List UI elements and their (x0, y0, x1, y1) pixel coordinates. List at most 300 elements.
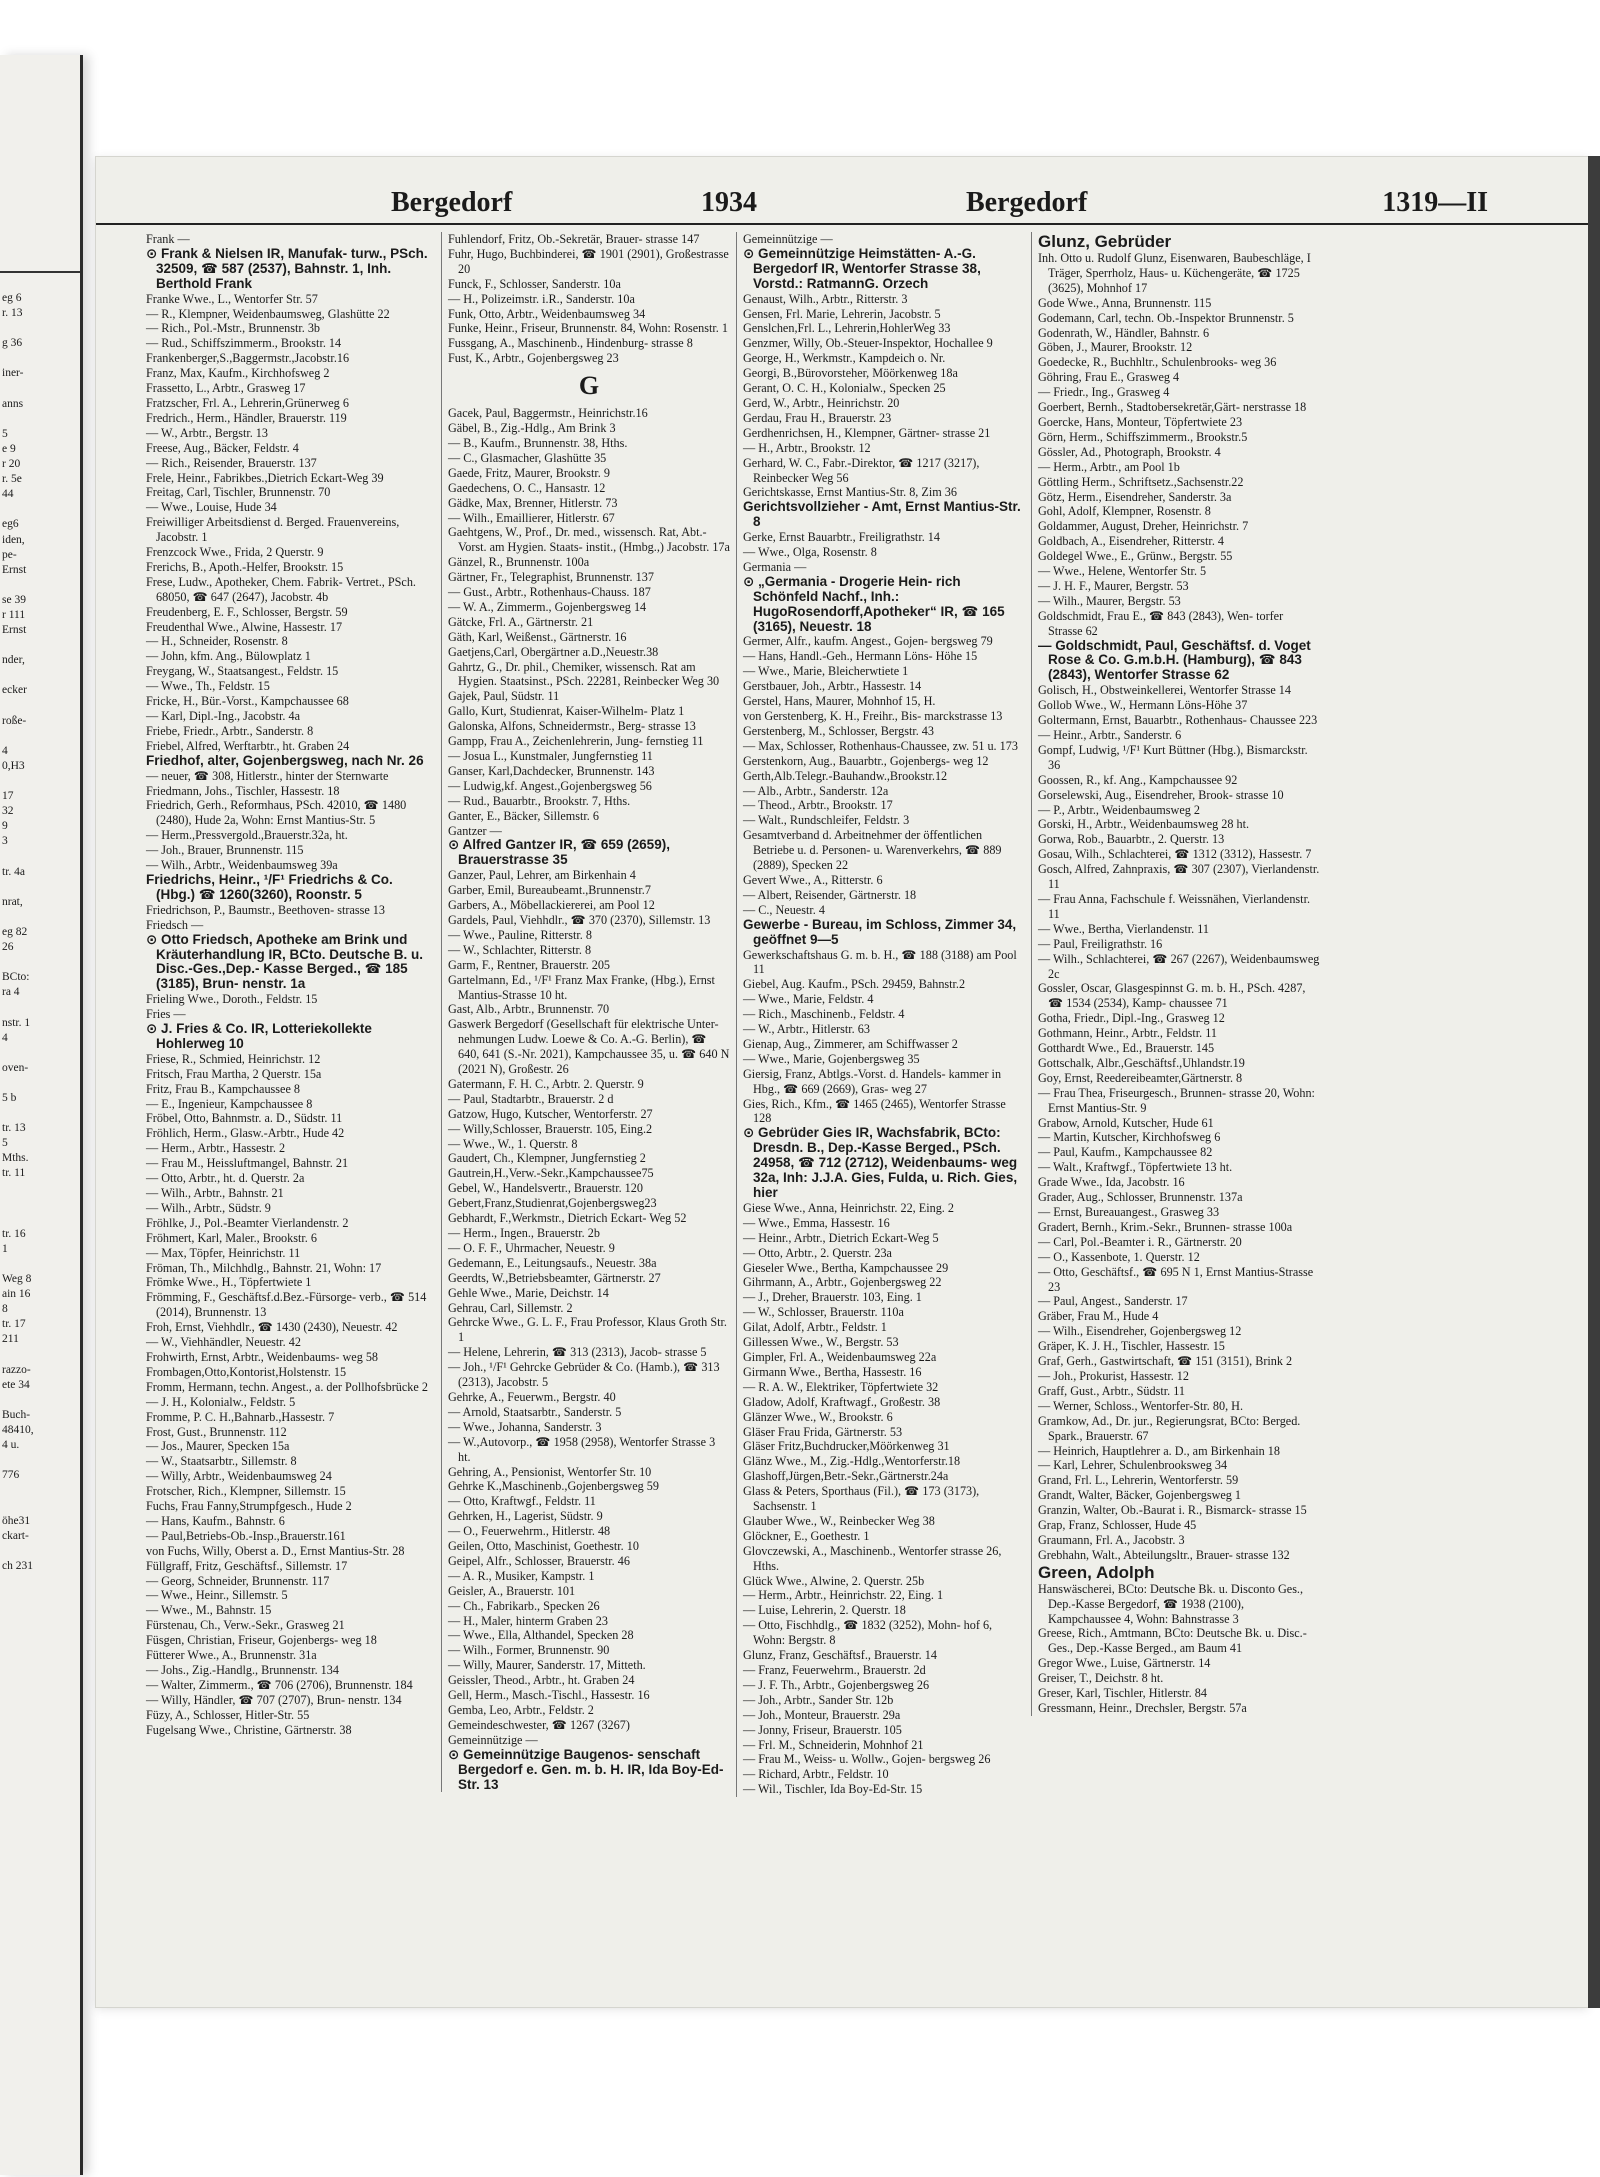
directory-entry: Gehrke, A., Feuerwm., Bergstr. 40 (448, 1389, 616, 1404)
previous-page-fragment: tr. 16 (2, 1227, 26, 1240)
directory-entry: Frömming, F., Geschäftsf.d.Bez.-Fürsorge- verb., ☎ 514 (2014), Brunnenstr. 13 (146, 1290, 427, 1320)
directory-entry: Franke Wwe., L., Wentorfer Str. 57 (146, 291, 318, 306)
directory-entry: Glovczewski, A., Maschinenb., Wentorfer strasse 26, Hths. (743, 1543, 1002, 1573)
directory-entry: — O., Kassenbote, 1. Querstr. 12 (1038, 1249, 1200, 1264)
directory-entry: — Joh., Prokurist, Hassestr. 12 (1038, 1368, 1189, 1383)
previous-page-fragment (2, 880, 80, 895)
directory-entry: Gebert,Franz,Studienrat,Gojenbergsweg23 (448, 1196, 657, 1211)
directory-entry: — Max, Schlosser, Rothenhaus-Chaussee, zw. 51 u. 173 (743, 738, 1018, 753)
directory-entry: — Otto, Arbtr., 2. Querstr. 23a (743, 1245, 892, 1260)
directory-entry: — Wwe., Marie, Feldstr. 4 (743, 992, 874, 1007)
previous-page-fragment: r. 13 (2, 307, 23, 320)
directory-entry: Gäth, Karl, Weißenst., Gärtnerstr. 16 (448, 629, 627, 644)
page-header (96, 183, 1588, 225)
directory-entry: Gerstenberg, M., Schlosser, Bergstr. 43 (743, 723, 934, 738)
directory-entry: Glashoff,Jürgen,Betr.-Sekr.,Gärtnerstr.24a (743, 1469, 949, 1484)
previous-page-fragment: eg 82 (2, 925, 28, 938)
directory-entry: Gerstenkorn, Aug., Bauarbtr., Gojenbergs- weg 12 (743, 753, 989, 768)
directory-entry: Frieling Wwe., Doroth., Feldstr. 15 (146, 992, 318, 1007)
previous-page-fragment (2, 1257, 80, 1272)
directory-entry: — Wwe., Helene, Wentorfer Str. 5 (1038, 564, 1207, 579)
directory-entry: — Joh., Monteur, Brauerstr. 29a (743, 1707, 901, 1722)
directory-entry: — E., Ingenieur, Kampchaussee 8 (146, 1096, 313, 1111)
previous-page-fragment: 48410, (2, 1424, 34, 1437)
directory-entry: Frost, Gust., Brunnenstr. 112 (146, 1424, 287, 1439)
directory-entry: Fuchs, Frau Fanny,Strumpfgesch., Hude 2 (146, 1499, 352, 1514)
directory-entry: — Paul, Freiligrathstr. 16 (1038, 936, 1163, 951)
directory-entry: Goldbach, A., Eisendreher, Ritterstr. 4 (1038, 534, 1225, 549)
directory-entry: Gell, Herm., Masch.-Tischl., Hassestr. 16 (448, 1688, 650, 1703)
directory-entry: ⊙ Otto Friedsch, Apotheke am Brink und Kräuterhandlung IR, BCto. Deutsche B. u. Disc.-Ges.,Dep.- Kasse Berged., ☎ 185 (3185), Brun- nenstr. 1a (146, 931, 424, 992)
directory-entry: Geisler, A., Brauerstr. 101 (448, 1583, 576, 1598)
directory-entry: Gätcke, Frl. A., Gärtnerstr. 21 (448, 614, 594, 629)
directory-entry: Gevert Wwe., A., Ritterstr. 6 (743, 872, 883, 887)
directory-entry: — Willy,Schlosser, Brauerstr. 105, Eing.2 (448, 1121, 653, 1136)
directory-entry: Fröbel, Otto, Bahnmstr. a. D., Südstr. 11 (146, 1111, 343, 1126)
directory-entry: Gerstel, Hans, Maurer, Mohnhof 15, H. (743, 694, 936, 709)
directory-entry: Gäbel, B., Zig.-Hdlg., Am Brink 3 (448, 421, 616, 436)
directory-entry: — Johs., Zig.-Handlg., Brunnenstr. 134 (146, 1663, 339, 1677)
directory-entry: — Goldschmidt, Paul, Geschäftsf. d. Voget Rose & Co. G.m.b.H. (Hamburg), ☎ 843 (2843), Wentorfer Strasse 62 (1038, 637, 1311, 683)
directory-entry: Freese, Aug., Bäcker, Feldstr. 4 (146, 440, 299, 455)
directory-entry: Gerke, Ernst Bauarbtr., Freiligrathstr. 14 (743, 530, 940, 545)
directory-entry: Fussgang, A., Maschinenb., Hindenburg- strasse 8 (448, 336, 693, 351)
directory-entry: Gänzel, R., Brunnenstr. 100a (448, 555, 590, 570)
previous-page-fragment (2, 1499, 80, 1514)
directory-entry: — Rud., Bauarbtr., Brookstr. 7, Hths. (448, 793, 631, 808)
directory-entry: — Heinr., Arbtr., Dietrich Eckart-Weg 5 (743, 1230, 939, 1245)
previous-page-fragment (2, 638, 80, 653)
previous-page-fragment: ch 231 (2, 1559, 33, 1572)
directory-entry: Fröhlke, J., Pol.-Beamter Vierlandenstr. 2 (146, 1215, 349, 1230)
directory-entry: — Frau M., Heissluftmangel, Bahnstr. 21 (146, 1156, 349, 1171)
directory-entry: Gosau, Wilh., Schlachterei, ☎ 1312 (3312), Hassestr. 7 (1038, 847, 1312, 862)
directory-entry: Gohl, Adolf, Klempner, Rosenstr. 8 (1038, 504, 1211, 519)
directory-entry: Fröhlich, Herm., Glasw.-Arbtr., Hude 42 (146, 1126, 345, 1141)
previous-page-fragment: tr. 11 (2, 1167, 26, 1180)
previous-page-fragment (2, 351, 80, 366)
previous-page-fragment: 5 b (2, 1091, 17, 1104)
directory-entry: Graff, Gust., Arbtr., Südstr. 11 (1038, 1383, 1185, 1398)
directory-entry: Gemeinnützige — (743, 232, 833, 246)
directory-entry: Glass & Peters, Sporthaus (Fil.), ☎ 173 (3173), Sachsenstr. 1 (743, 1484, 980, 1514)
previous-page-fragment: 3 (2, 835, 8, 848)
directory-entry: Gräper, K. J. H., Tischler, Hassestr. 15 (1038, 1339, 1225, 1354)
previous-page-fragment: 0,H3 (2, 759, 25, 772)
directory-entry: Gies, Rich., Kfm., ☎ 1465 (2465), Wentorfer Strasse 128 (743, 1096, 1006, 1126)
column-3 (736, 232, 1025, 1797)
previous-page-fragment: 8 (2, 1303, 8, 1316)
directory-entry: Görn, Herm., Schiffszimmerm., Brookstr.5 (1038, 429, 1248, 444)
previous-page-fragment: r 20 (2, 458, 21, 471)
directory-entry: Ganter, E., Bäcker, Sillemstr. 6 (448, 808, 599, 823)
directory-entry: Goltermann, Ernst, Bauarbtr., Rothenhaus- Chaussee 223 (1038, 713, 1318, 728)
directory-entry: — H., Arbtr., Brookstr. 12 (743, 440, 871, 455)
directory-entry: Füsgen, Christian, Friseur, Gojenbergs- weg 18 (146, 1633, 377, 1648)
directory-entry: Gaedechens, O. C., Hansastr. 12 (448, 480, 606, 495)
directory-entry: Greiser, T., Deichstr. 8 ht. (1038, 1671, 1164, 1686)
directory-entry: — Wwe., Pauline, Ritterstr. 8 (448, 927, 592, 942)
directory-entry: von Fuchs, Willy, Oberst a. D., Ernst Mantius-Str. 28 (146, 1543, 405, 1558)
directory-entry: — W., Schlachter, Ritterstr. 8 (448, 942, 592, 957)
directory-entry: — Otto, Fischhdlg., ☎ 1832 (3252), Mohn- hof 6, Wohn: Bergstr. 8 (743, 1618, 993, 1648)
directory-entry: Gehrke K.,Maschinenb.,Gojenbergsweg 59 (448, 1479, 659, 1494)
previous-page-fragment: eg6 (2, 518, 19, 531)
directory-entry: — Wwe., M., Bahnstr. 15 (146, 1603, 272, 1618)
directory-entry: ⊙ J. Fries & Co. IR, Lotteriekollekte Hohlerweg 10 (146, 1021, 372, 1051)
directory-entry: Gemba, Leo, Arbtr., Feldstr. 2 (448, 1703, 594, 1717)
previous-page-fragment: razzo- (2, 1363, 31, 1376)
directory-entry: — Wwe., Emma, Hassestr. 16 (743, 1215, 890, 1230)
directory-entry: Gampp, Frau A., Zeichenlehrerin, Jung- fernstieg 11 (448, 734, 704, 749)
directory-entry: Funke, Heinr., Friseur, Brunnenstr. 84, Wohn: Rosenstr. 1 (448, 321, 728, 336)
directory-entry: ⊙ Gebrüder Gies IR, Wachsfabrik, BCto: Dresdn. B., Dep.-Kasse Berged., PSch. 24958, ☎ 712 (2712), Weidenbaums- weg 32a, Inh: J.J.A. Gies, Fulda, u. Rich. Gies, hier (743, 1125, 1018, 1200)
directory-entry: — R., Klempner, Weidenbaumsweg, Glashütte 22 (146, 306, 390, 321)
previous-page-fragment (2, 955, 80, 970)
directory-entry: Fredrich., Herm., Händler, Brauerstr. 119 (146, 410, 347, 425)
directory-entry: Fröhmert, Karl, Maler., Brookstr. 6 (146, 1230, 317, 1245)
directory-entry: ⊙ Alfred Gantzer IR, ☎ 659 (2659), Brauerstrasse 35 (448, 837, 670, 868)
directory-entry: Füllgraff, Fritz, Geschäftsf., Sillemstr. 17 (146, 1558, 348, 1573)
directory-entry: Goldschmidt, Frau E., ☎ 843 (2843), Wen- torfer Strasse 62 (1038, 608, 1284, 638)
directory-entry: Freygang, W., Staatsangest., Feldstr. 15 (146, 664, 339, 679)
directory-entry: — Wilh., Emaillierer, Hitlerstr. 67 (448, 510, 615, 525)
previous-page-fragment (2, 578, 80, 593)
directory-entry: — H., Schneider, Rosenstr. 8 (146, 634, 288, 649)
directory-entry: Goercke, Hans, Monteur, Töpfertwiete 23 (1038, 414, 1243, 429)
previous-page-fragment (2, 729, 80, 744)
previous-page-fragment: nder, (2, 654, 25, 667)
directory-entry: — Paul, Angest., Sanderstr. 17 (1038, 1294, 1188, 1309)
directory-entry: — Wwe., Ella, Althandel, Specken 28 (448, 1628, 634, 1643)
directory-entry: — Herm., Arbtr., Heinrichstr. 22, Eing. 1 (743, 1588, 944, 1603)
directory-entry: Gimpler, Frl. A., Weidenbaumsweg 22a (743, 1349, 937, 1364)
directory-entry: Gacek, Paul, Baggermstr., Heinrichstr.16 (448, 406, 648, 421)
directory-entry: Frohwirth, Ernst, Arbtr., Weidenbaums- weg 58 (146, 1349, 379, 1364)
directory-entry: Gerdau, Frau H., Brauerstr. 23 (743, 410, 892, 425)
directory-entry: Graf, Gerh., Gastwirtschaft, ☎ 151 (3151), Brink 2 (1038, 1354, 1293, 1369)
directory-entry: — Karl, Dipl.-Ing., Jacobstr. 4a (146, 709, 301, 723)
previous-page-fragment (2, 1212, 80, 1227)
directory-entry: Genzmer, Willy, Ob.-Steuer-Inspektor, Hochallee 9 (743, 336, 993, 351)
directory-entry: Gossler, Oscar, Glasgespinnst G. m. b. H., PSch. 4287, ☎ 1534 (2534), Kamp- chaussee 71 (1038, 981, 1306, 1011)
directory-entry: Gebhardt, F.,Werkmstr., Dietrich Eckart- Weg 52 (448, 1211, 687, 1226)
directory-entry: Greese, Rich., Amtmann, BCto: Deutsche Bk. u. Disc.-Ges., Dep.-Kasse Berged., am Baum 41 (1038, 1626, 1307, 1656)
previous-page-fragment: 26 (2, 941, 14, 954)
directory-entry: Frank — (146, 232, 190, 246)
directory-entry: Friedrichson, P., Baumstr., Beethoven- strasse 13 (146, 902, 385, 917)
directory-entry: Grebhahn, Walt., Abteilungsltr., Brauer- strasse 132 (1038, 1547, 1290, 1562)
directory-entry: — P., Arbtr., Weidenbaumsweg 2 (1038, 802, 1200, 817)
directory-entry: Frele, Heinr., Fabrikbes.,Dietrich Eckart-Weg 39 (146, 470, 384, 485)
directory-entry: Geerdts, W.,Betriebsbeamter, Gärtnerstr. 27 (448, 1270, 661, 1285)
directory-entry: — Wilh., Former, Brunnenstr. 90 (448, 1643, 610, 1658)
header-page-number: 1319—II (1382, 187, 1488, 218)
directory-entry: — Otto, Arbtr., ht. d. Querstr. 2a (146, 1171, 305, 1186)
directory-entry: Fratzscher, Frl. A., Lehrerin,Grünerweg 6 (146, 395, 349, 410)
directory-entry: — J. F. Th., Arbtr., Gojenbergsweg 26 (743, 1677, 930, 1692)
directory-entry: Ganzer, Paul, Lehrer, am Birkenhain 4 (448, 868, 636, 883)
directory-entry: ⊙ Gemeinnützige Heimstätten- A.-G. Bergedorf IR, Wentorfer Strasse 38, Vorstd.: RatmannG. Orzech (743, 245, 981, 291)
directory-entry: Gradert, Bernh., Krim.-Sekr., Brunnen- strasse 100a (1038, 1219, 1293, 1234)
directory-entry: Fuhlendorf, Fritz, Ob.-Sekretär, Brauer- strasse 147 (448, 232, 700, 246)
previous-page-fragment: Weg 8 (2, 1273, 32, 1286)
directory-entry: Gensen, Frl. Marie, Lehrerin, Jacobstr. 5 (743, 306, 941, 321)
directory-entry: — J., Dreher, Brauerstr. 103, Eing. 1 (743, 1290, 922, 1305)
directory-entry: Gothmann, Heinr., Arbtr., Feldstr. 11 (1038, 1026, 1217, 1041)
directory-entry: — Jos., Maurer, Specken 15a (146, 1439, 290, 1454)
directory-entry: — Ch., Fabrikarb., Specken 26 (448, 1598, 600, 1613)
directory-entry: Gollob Wwe., W., Hermann Löns-Höhe 37 (1038, 698, 1248, 713)
directory-entry: Fust, K., Arbtr., Gojenbergsweg 23 (448, 351, 619, 366)
directory-entry: Gerdhenrichsen, H., Klempner, Gärtner- strasse 21 (743, 425, 991, 440)
directory-entry: ⊙ Gemeinnützige Baugenos- senschaft Bergedorf e. Gen. m. b. H. IR, Ida Boy-Ed-Str. 13 (448, 1746, 724, 1792)
directory-entry: Fütterer Wwe., A., Brunnenstr. 31a (146, 1648, 317, 1663)
directory-entry: — Wilh., Maurer, Bergstr. 53 (1038, 593, 1181, 608)
previous-page-fragment: nstr. 1 (2, 1016, 31, 1029)
previous-page-fragment: ete 34 (2, 1378, 30, 1391)
directory-entry: — neuer, ☎ 308, Hitlerstr., hinter der Sternwarte (146, 768, 389, 783)
directory-entry: Gaudert, Ch., Klempner, Jungfernstieg 2 (448, 1151, 646, 1166)
header-left-place: Bergedorf (391, 187, 513, 218)
directory-entry: Friedhof, alter, Gojenbergsweg, nach Nr. 26 (146, 752, 424, 768)
directory-entry: Geissler, Theod., Arbtr., ht. Graben 24 (448, 1673, 635, 1688)
previous-page-header-rule (0, 271, 80, 273)
column-2 (441, 232, 730, 1792)
directory-entry: Grand, Frl. L., Lehrerin, Wentorferstr. 59 (1038, 1473, 1239, 1488)
directory-entry: — Hans, Handl.-Geh., Hermann Löns- Höhe 15 (743, 649, 978, 664)
directory-entry: — Wwe., Marie, Bleicherwtiete 1 (743, 664, 909, 679)
previous-page-fragment (2, 412, 80, 427)
directory-entry: Fugelsang Wwe., Christine, Gärtnerstr. 38 (146, 1722, 352, 1737)
previous-page-fragment (2, 849, 80, 864)
directory-entry: ⊙ Frank & Nielsen IR, Manufak- turw., PSch. 32509, ☎ 587 (2537), Bahnstr. 1, Inh. Berthold Frank (146, 245, 428, 291)
directory-entry: — Wilh., Arbtr., Bahnstr. 21 (146, 1186, 284, 1200)
directory-entry: — Frau Thea, Friseurgesch., Brunnen- strasse 20, Wohn: Ernst Mantius-Str. 9 (1038, 1085, 1315, 1115)
previous-page-fragment: iner- (2, 367, 24, 380)
directory-entry: Goedecke, R., Buchhltr., Schulenbrooks- weg 36 (1038, 355, 1277, 370)
directory-entry: Gehrau, Carl, Sillemstr. 2 (448, 1300, 573, 1315)
directory-entry: — Willy, Arbtr., Weidenbaumsweg 24 (146, 1469, 332, 1484)
directory-entry: Fromm, Hermann, techn. Angest., a. der Pollhofsbrücke 2 (146, 1379, 428, 1394)
directory-entry: Gatermann, F. H. C., Arbtr. 2. Querstr. 9 (448, 1076, 644, 1091)
previous-page-fragment (2, 699, 80, 714)
directory-entry: — Herm., Arbtr., Hassestr. 2 (146, 1141, 286, 1156)
directory-entry: — Paul, Kaufm., Kampchaussee 82 (1038, 1145, 1213, 1160)
directory-entry: Hanswäscherei, BCto: Deutsche Bk. u. Disconto Ges., Dep.-Kasse Bergedorf, ☎ 1938 (2100), Kampchaussee 4, Wohn: Bahnstrasse 3 (1038, 1581, 1304, 1626)
directory-entry: — W.,Autovorp., ☎ 1958 (2958), Wentorfer Strasse 3 ht. (448, 1434, 716, 1464)
directory-entry: Gössler, Ad., Photograph, Brookstr. 4 (1038, 444, 1221, 459)
previous-page-fragment (2, 1106, 80, 1121)
previous-page-fragment (2, 502, 80, 517)
directory-entry: — Wwe., Louise, Hude 34 (146, 500, 277, 515)
previous-page-fragment: nrat, (2, 895, 23, 908)
directory-entry: Glöckner, E., Goethestr. 1 (743, 1528, 870, 1543)
directory-entry: Golisch, H., Obstweinkellerei, Wentorfer Strasse 14 (1038, 683, 1291, 698)
previous-page-fragment: 4 u. (2, 1439, 20, 1452)
previous-page-fragment: tr. 17 (2, 1318, 26, 1331)
directory-entry: Gaehtgens, W., Prof., Dr. med., wissensch. Rat, Abt.-Vorst. am Hygien. Staats- instit., (Hmbg.,) Jacobstr. 17a (448, 525, 730, 555)
previous-page-fragment (2, 1076, 80, 1091)
directory-entry: Inh. Otto u. Rudolf Glunz, Eisenwaren, Baubeschläge, I Träger, Sperrholz, Haus- u. Küchengeräte, ☎ 1725 (3625), Mohnhof 17 (1038, 251, 1311, 295)
directory-entry: Gewerbe - Bureau, im Schloss, Zimmer 34, geöffnet 9—5 (743, 916, 1017, 947)
directory-entry: — Josua L., Kunstmaler, Jungfernstieg 11 (448, 749, 653, 763)
directory-entry: — H., Maler, hinterm Graben 23 (448, 1613, 608, 1628)
directory-entry: Göben, J., Maurer, Brookstr. 12 (1038, 340, 1193, 355)
previous-page-fragment (2, 1182, 80, 1197)
directory-entry: Greser, Karl, Tischler, Hitlerstr. 84 (1038, 1686, 1207, 1701)
directory-entry: von Gerstenberg, K. H., Freihr., Bis- marckstrasse 13 (743, 709, 1003, 723)
directory-entry: Graumann, Frl. A., Jacobstr. 3 (1038, 1532, 1185, 1547)
directory-entry: Gatzow, Hugo, Kutscher, Wentorferstr. 27 (448, 1106, 653, 1121)
directory-entry: — Rich., Pol.-Mstr., Brunnenstr. 3b (146, 321, 321, 336)
directory-entry: — Georg, Schneider, Brunnenstr. 117 (146, 1573, 330, 1588)
previous-page-fragment: tr. 13 (2, 1122, 26, 1135)
directory-entry: — W., Arbtr., Hitlerstr. 63 (743, 1022, 870, 1037)
directory-entry: Gorselewski, Aug., Eisendreher, Brook- strasse 10 (1038, 787, 1284, 802)
directory-entry: Gläser Fritz,Buchdrucker,Möörkenweg 31 (743, 1439, 950, 1454)
directory-entry: — Ludwig,kf. Angest.,Gojenbergsweg 56 (448, 778, 652, 793)
directory-entry: — J. H. F., Maurer, Bergstr. 53 (1038, 578, 1189, 593)
directory-entry: Fuhr, Hugo, Buchbinderei, ☎ 1901 (2901), Großestrasse 20 (448, 246, 729, 276)
directory-entry: Germer, Alfr., kaufm. Angest., Gojen- bergsweg 79 (743, 634, 993, 649)
directory-entry: — O., Feuerwehrm., Hitlerstr. 48 (448, 1524, 611, 1539)
directory-entry: Friedrich, Gerh., Reformhaus, PSch. 42010, ☎ 1480 (2480), Hude 2a, Wohn: Ernst Mantius-Str. 5 (146, 798, 407, 828)
previous-page-fragment (2, 1544, 80, 1559)
directory-entry: — W., Staatsarbtr., Sillemstr. 8 (146, 1454, 297, 1469)
header-year: 1934 (701, 187, 757, 218)
directory-entry: Gärtner, Fr., Telegraphist, Brunnenstr. 137 (448, 570, 654, 585)
directory-entry: Frömke Wwe., H., Töpfertwiete 1 (146, 1275, 312, 1290)
directory-entry: Frankenberger,S.,Baggermstr.,Jacobstr.16 (146, 351, 350, 366)
previous-page-fragment (2, 774, 80, 789)
directory-entry: Frerichs, B., Apoth.-Helfer, Brookstr. 15 (146, 559, 344, 574)
directory-entry: Gläser Frau Frida, Gärtnerstr. 53 (743, 1424, 903, 1439)
previous-page-fragment: r 111 (2, 608, 26, 621)
directory-entry: — Otto, Geschäftsf., ☎ 695 N 1, Ernst Mantius-Strasse 23 (1038, 1264, 1314, 1294)
directory-entry: Glunz, Gebrüder (1038, 232, 1172, 251)
directory-entry: Gahrtz, G., Dr. phil., Chemiker, wissensch. Rat am Hygien. Staatsinst., PSch. 22281, Reinbecker Weg 30 (448, 659, 720, 689)
directory-entry: — Rich., Maschinenb., Feldstr. 4 (743, 1007, 905, 1022)
directory-entry: — Willy, Maurer, Sanderstr. 17, Mitteth. (448, 1658, 646, 1673)
directory-entry: — Alb., Arbtr., Sanderstr. 12a (743, 783, 889, 798)
directory-entry: — Paul, Stadtarbtr., Brauerstr. 2 d (448, 1091, 614, 1106)
directory-entry: Goldammer, August, Dreher, Heinrichstr. 7 (1038, 519, 1249, 534)
directory-entry: Galonska, Alfons, Schneidermstr., Berg- strasse 13 (448, 719, 696, 734)
directory-entry: — Frl. M., Schneiderin, Mohnhof 21 (743, 1737, 924, 1752)
directory-entry: — Heinr., Arbtr., Sanderstr. 6 (1038, 728, 1182, 742)
directory-entry: — R. A. W., Elektriker, Töpfertwiete 32 (743, 1379, 939, 1394)
previous-page-fragment: Ernst (2, 563, 27, 576)
directory-entry: — Carl, Pol.-Beamter i. R., Gärtnerstr. 20 (1038, 1234, 1242, 1249)
directory-entry: Freiwilliger Arbeitsdienst d. Berged. Frauenvereins, Jacobstr. 1 (146, 515, 400, 545)
directory-entry: Gehring, A., Pensionist, Wentorfer Str. 10 (448, 1464, 652, 1479)
directory-entry: Gehrken, H., Lagerist, Südstr. 9 (448, 1509, 603, 1524)
directory-entry: — Rich., Reisender, Brauerstr. 137 (146, 455, 317, 470)
directory-entry: Frenzcock Wwe., Frida, 2 Querstr. 9 (146, 545, 324, 560)
previous-page-fragment: 4 (2, 744, 8, 757)
directory-entry: Garbers, A., Möbellackiererei, am Pool 12 (448, 898, 655, 913)
directory-entry: Gehle Wwe., Marie, Deichstr. 14 (448, 1285, 609, 1300)
column-1 (146, 232, 428, 1738)
directory-entry: Friedrichs, Heinr., ¹/F¹ Friedrichs & Co. (Hbg.) ☎ 1260(3260), Roonstr. 5 (146, 871, 393, 902)
directory-entry: — Heinrich, Hauptlehrer a. D., am Birkenhain 18 (1038, 1443, 1280, 1458)
previous-page-fragment: tr. 4a (2, 865, 25, 878)
previous-page-fragment (2, 1348, 80, 1363)
directory-entry: Goy, Ernst, Reedereibeamter,Gärtnerstr. 8 (1038, 1070, 1243, 1085)
directory-entry: — B., Kaufm., Brunnenstr. 38, Hths. (448, 435, 628, 450)
directory-entry: Fürstenau, Ch., Verw.-Sekr., Grasweg 21 (146, 1618, 345, 1633)
directory-entry: — Otto, Kraftwgf., Feldstr. 11 (448, 1494, 596, 1509)
directory-entry: Gerhard, W. C., Fabr.-Direktor, ☎ 1217 (3217), Reinbecker Weg 56 (743, 455, 980, 485)
previous-page-fragment: BCto: (2, 971, 30, 984)
directory-entry: Grade Wwe., Ida, Jacobstr. 16 (1038, 1175, 1185, 1190)
directory-entry: — Theod., Arbtr., Brookstr. 17 (743, 798, 893, 813)
previous-page-fragment: se 39 (2, 593, 26, 606)
directory-entry: — C., Glasmacher, Glashütte 35 (448, 450, 607, 465)
directory-entry: Gerant, O. C. H., Kolonialw., Specken 25 (743, 381, 946, 396)
directory-entry: Göhring, Frau E., Grasweg 4 (1038, 370, 1180, 385)
directory-entry: Götz, Herm., Eisendreher, Sanderstr. 3a (1038, 489, 1232, 504)
directory-entry: — J. H., Kolonialw., Feldstr. 5 (146, 1394, 296, 1409)
directory-entry: Georgi, B.,Bürovorsteher, Möörkenweg 18a (743, 366, 958, 381)
directory-entry: Gartelmann, Ed., ¹/F¹ Franz Max Franke, (Hbg.), Ernst Mantius-Strasse 10 ht. (448, 972, 715, 1002)
directory-entry: Friebe, Friedr., Arbtr., Sanderstr. 8 (146, 723, 314, 738)
directory-entry: Gompf, Ludwig, ¹/F¹ Kurt Büttner (Hbg.), Bismarckstr. 36 (1038, 742, 1308, 772)
previous-page-fragment (2, 1046, 80, 1061)
directory-entry: — Walt., Rundschleifer, Feldstr. 3 (743, 813, 910, 828)
directory-entry: Ganser, Karl,Dachdecker, Brunnenstr. 143 (448, 763, 655, 778)
directory-entry: Gehrcke Wwe., G. L. F., Frau Professor, Klaus Groth Str. 1 (448, 1315, 727, 1345)
directory-entry: ⊙ „Germania - Drogerie Hein- rich Schönfeld Nachf., Inh.: HugoRosendorff,Apotheker“ IR, ☎ 165 (3165), Neuestr. 18 (743, 573, 1005, 634)
directory-entry: Frassetto, L., Arbtr., Grasweg 17 (146, 381, 306, 396)
directory-entry: — Albert, Reisender, Gärtnerstr. 18 (743, 887, 917, 902)
directory-entry: Frotscher, Rich., Klempner, Sillemstr. 15 (146, 1484, 346, 1499)
directory-entry: Gerichtsvollzieher - Amt, Ernst Mantius-Str. 8 (743, 499, 1021, 530)
directory-entry: Genaust, Wilh., Arbtr., Ritterstr. 3 (743, 291, 908, 306)
directory-entry: Goerbert, Bernh., Stadtobersekretär,Gärt- nerstrasse 18 (1038, 400, 1307, 415)
directory-entry: Giersig, Franz, Abtlgs.-Vorst. d. Handels- kammer in Hbg., ☎ 669 (2669), Gras- weg 27 (743, 1066, 1002, 1096)
directory-entry: — Martin, Kutscher, Kirchhofsweg 6 (1038, 1130, 1221, 1145)
directory-entry: — Wilh., Schlachterei, ☎ 267 (2267), Weidenbaumsweg 2c (1038, 951, 1320, 981)
directory-entry: — Herm.,Pressvergold.,Brauerstr.32a, ht. (146, 828, 348, 843)
directory-entry: — John, kfm. Ang., Bülowplatz 1 (146, 649, 311, 664)
previous-page-fragment: 44 (2, 488, 14, 501)
directory-entry: — Herm., Arbtr., am Pool 1b (1038, 459, 1180, 474)
previous-page-fragment: r. 5e (2, 473, 22, 486)
directory-entry: — Wilh., Eisendreher, Gojenbergsweg 12 (1038, 1324, 1242, 1339)
directory-entry: Fromme, P. C. H.,Bahnarb.,Hassestr. 7 (146, 1409, 335, 1424)
directory-entry: — O. F. F., Uhrmacher, Neuestr. 9 (448, 1240, 615, 1255)
directory-entry: Gewerkschaftshaus G. m. b. H., ☎ 188 (3188) am Pool 11 (743, 947, 1017, 977)
directory-entry: — C., Neuestr. 4 (743, 902, 825, 917)
directory-entry: Grabow, Arnold, Kutscher, Hude 61 (1038, 1115, 1214, 1130)
directory-entry: Fricke, H., Bür.-Vorst., Kampchaussee 68 (146, 694, 349, 709)
directory-entry: Germania — (743, 559, 807, 574)
previous-page-text-fragments (2, 291, 80, 1574)
directory-entry: — Wwe., Th., Feldstr. 15 (146, 679, 270, 694)
directory-entry: Gilat, Adolf, Arbtr., Feldstr. 1 (743, 1320, 887, 1335)
directory-entry: — Paul,Betriebs-Ob.-Insp.,Brauerstr.161 (146, 1528, 346, 1543)
directory-entry: — Willy, Händler, ☎ 707 (2707), Brun- nenstr. 134 (146, 1692, 402, 1707)
previous-page-fragment: 5 (2, 427, 8, 440)
directory-entry: Gillessen Wwe., W., Bergstr. 53 (743, 1335, 899, 1350)
directory-entry: Grandt, Walter, Bäcker, Gojenbergsweg 1 (1038, 1488, 1242, 1503)
previous-page-fragment: 4 (2, 1031, 8, 1044)
previous-page-fragment: Buch- (2, 1408, 31, 1421)
directory-entry: — W., Viehhändler, Neuestr. 42 (146, 1335, 301, 1350)
previous-page-edge (0, 55, 83, 2175)
